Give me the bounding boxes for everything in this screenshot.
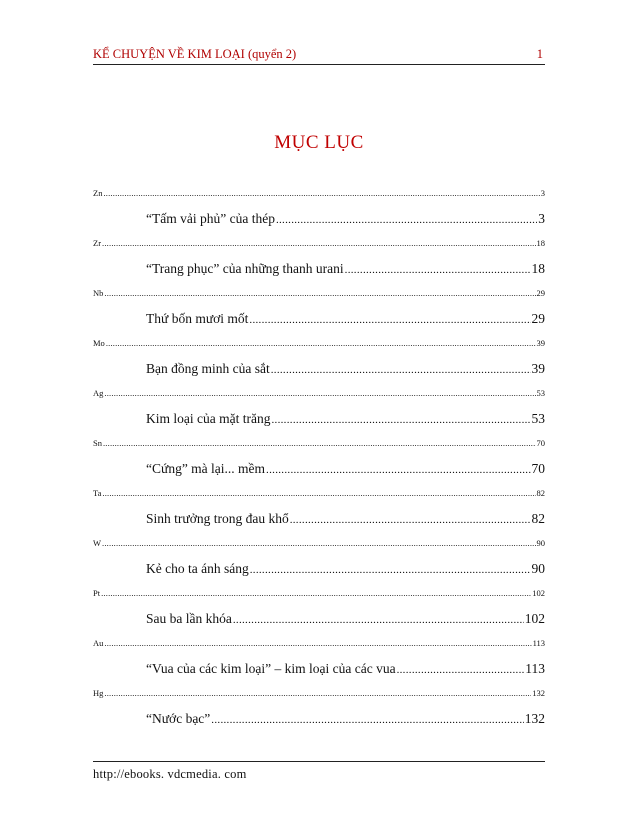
dot-leader xyxy=(345,264,531,276)
chapter-page-number: 53 xyxy=(531,411,545,426)
symbol-page-number: 102 xyxy=(532,588,545,598)
dot-leader xyxy=(249,314,530,326)
dot-leader xyxy=(276,214,537,226)
dot-leader xyxy=(266,464,530,476)
dot-leader xyxy=(397,664,525,676)
element-symbol: Mo xyxy=(93,338,105,348)
chapter-title: “Trang phục” của những thanh urani xyxy=(146,261,344,276)
chapter-page-number: 18 xyxy=(531,261,545,276)
dot-leader xyxy=(290,514,531,526)
toc-heading: MỤC LỤC xyxy=(274,132,364,153)
chapter-title: Thứ bốn mươi mốt xyxy=(146,311,249,326)
element-symbol: Ag xyxy=(93,388,104,398)
symbol-page-number: 53 xyxy=(536,388,545,398)
toc-chapter-row[interactable] xyxy=(146,561,545,581)
toc-chapter-row[interactable] xyxy=(146,511,545,531)
symbol-page-number: 70 xyxy=(536,438,545,448)
chapter-title: Sinh trưởng trong đau khổ xyxy=(146,511,289,526)
dot-leader xyxy=(104,288,535,298)
toc-symbol-row[interactable] xyxy=(93,438,545,450)
element-symbol: Pt xyxy=(93,588,101,598)
dot-leader xyxy=(250,564,531,576)
toc-symbol-row[interactable] xyxy=(93,538,545,550)
symbol-page-number: 39 xyxy=(536,338,545,348)
toc-symbol-row[interactable] xyxy=(93,288,545,300)
element-symbol: Au xyxy=(93,638,104,648)
symbol-page-number: 18 xyxy=(536,238,545,248)
toc-chapter-row[interactable] xyxy=(146,261,545,281)
chapter-page-number: 70 xyxy=(531,461,545,476)
toc-symbol-row[interactable] xyxy=(93,688,545,700)
dot-leader xyxy=(102,238,535,248)
element-symbol: Hg xyxy=(93,688,104,698)
chapter-title: Bạn đồng minh của sắt xyxy=(146,361,270,376)
dot-leader xyxy=(271,414,530,426)
footer-url: http://ebooks. vdcmedia. com xyxy=(93,767,247,781)
page-header xyxy=(93,44,545,65)
chapter-title: Sau ba lần khóa xyxy=(146,611,232,626)
element-symbol: W xyxy=(93,538,102,548)
symbol-page-number: 3 xyxy=(540,188,545,198)
element-symbol: Zn xyxy=(93,188,103,198)
page-number: 1 xyxy=(536,47,543,61)
toc-symbol-row[interactable] xyxy=(93,238,545,250)
book-title: KỂ CHUYỆN VỀ KIM LOẠI (quyển 2) xyxy=(93,47,297,61)
toc-chapter-row[interactable] xyxy=(146,661,545,681)
toc-symbol-row[interactable] xyxy=(93,188,545,200)
chapter-title: “Nước bạc” xyxy=(146,711,211,726)
toc-chapter-row[interactable] xyxy=(146,211,545,231)
dot-leader xyxy=(101,588,531,598)
chapter-page-number: 29 xyxy=(531,311,545,326)
dot-leader xyxy=(103,438,536,448)
symbol-page-number: 90 xyxy=(536,538,545,548)
toc-chapter-row[interactable] xyxy=(146,411,545,431)
dot-leader xyxy=(271,364,531,376)
chapter-page-number: 90 xyxy=(531,561,545,576)
page-footer xyxy=(93,761,545,781)
toc-chapter-row[interactable] xyxy=(146,361,545,381)
chapter-page-number: 113 xyxy=(525,661,545,676)
chapter-title: Kẻ cho ta ánh sáng xyxy=(146,561,249,576)
toc-chapter-row[interactable] xyxy=(146,611,545,631)
dot-leader xyxy=(103,188,539,198)
dot-leader xyxy=(233,614,524,626)
toc-symbol-row[interactable] xyxy=(93,588,545,600)
dot-leader xyxy=(102,538,535,548)
chapter-page-number: 39 xyxy=(531,361,545,376)
chapter-title: “Tấm vải phủ” của thép xyxy=(146,211,275,226)
element-symbol: Zr xyxy=(93,238,102,248)
chapter-title: “Cứng” mà lại... mềm xyxy=(146,461,266,476)
symbol-page-number: 113 xyxy=(532,638,545,648)
chapter-page-number: 102 xyxy=(524,611,545,626)
symbol-page-number: 82 xyxy=(536,488,545,498)
toc-symbol-row[interactable] xyxy=(93,338,545,350)
dot-leader xyxy=(211,714,523,726)
toc-chapter-row[interactable] xyxy=(146,711,545,731)
chapter-page-number: 82 xyxy=(531,511,545,526)
dot-leader xyxy=(102,488,535,498)
chapter-page-number: 132 xyxy=(524,711,545,726)
toc-symbol-row[interactable] xyxy=(93,488,545,500)
element-symbol: Nb xyxy=(93,288,104,298)
dot-leader xyxy=(104,388,535,398)
toc-symbol-row[interactable] xyxy=(93,388,545,400)
dot-leader xyxy=(104,638,531,648)
element-symbol: Ta xyxy=(93,488,102,498)
symbol-page-number: 29 xyxy=(536,288,545,298)
dot-leader xyxy=(104,688,531,698)
toc-chapter-row[interactable] xyxy=(146,311,545,331)
dot-leader xyxy=(106,338,536,348)
chapter-title: “Vua của các kim loại” – kim loại của các vua xyxy=(146,661,396,676)
element-symbol: Sn xyxy=(93,438,102,448)
chapter-title: Kim loại của mặt trăng xyxy=(146,411,271,426)
symbol-page-number: 132 xyxy=(532,688,545,698)
toc-chapter-row[interactable] xyxy=(146,461,545,481)
chapter-page-number: 3 xyxy=(538,211,545,226)
toc-symbol-row[interactable] xyxy=(93,638,545,650)
